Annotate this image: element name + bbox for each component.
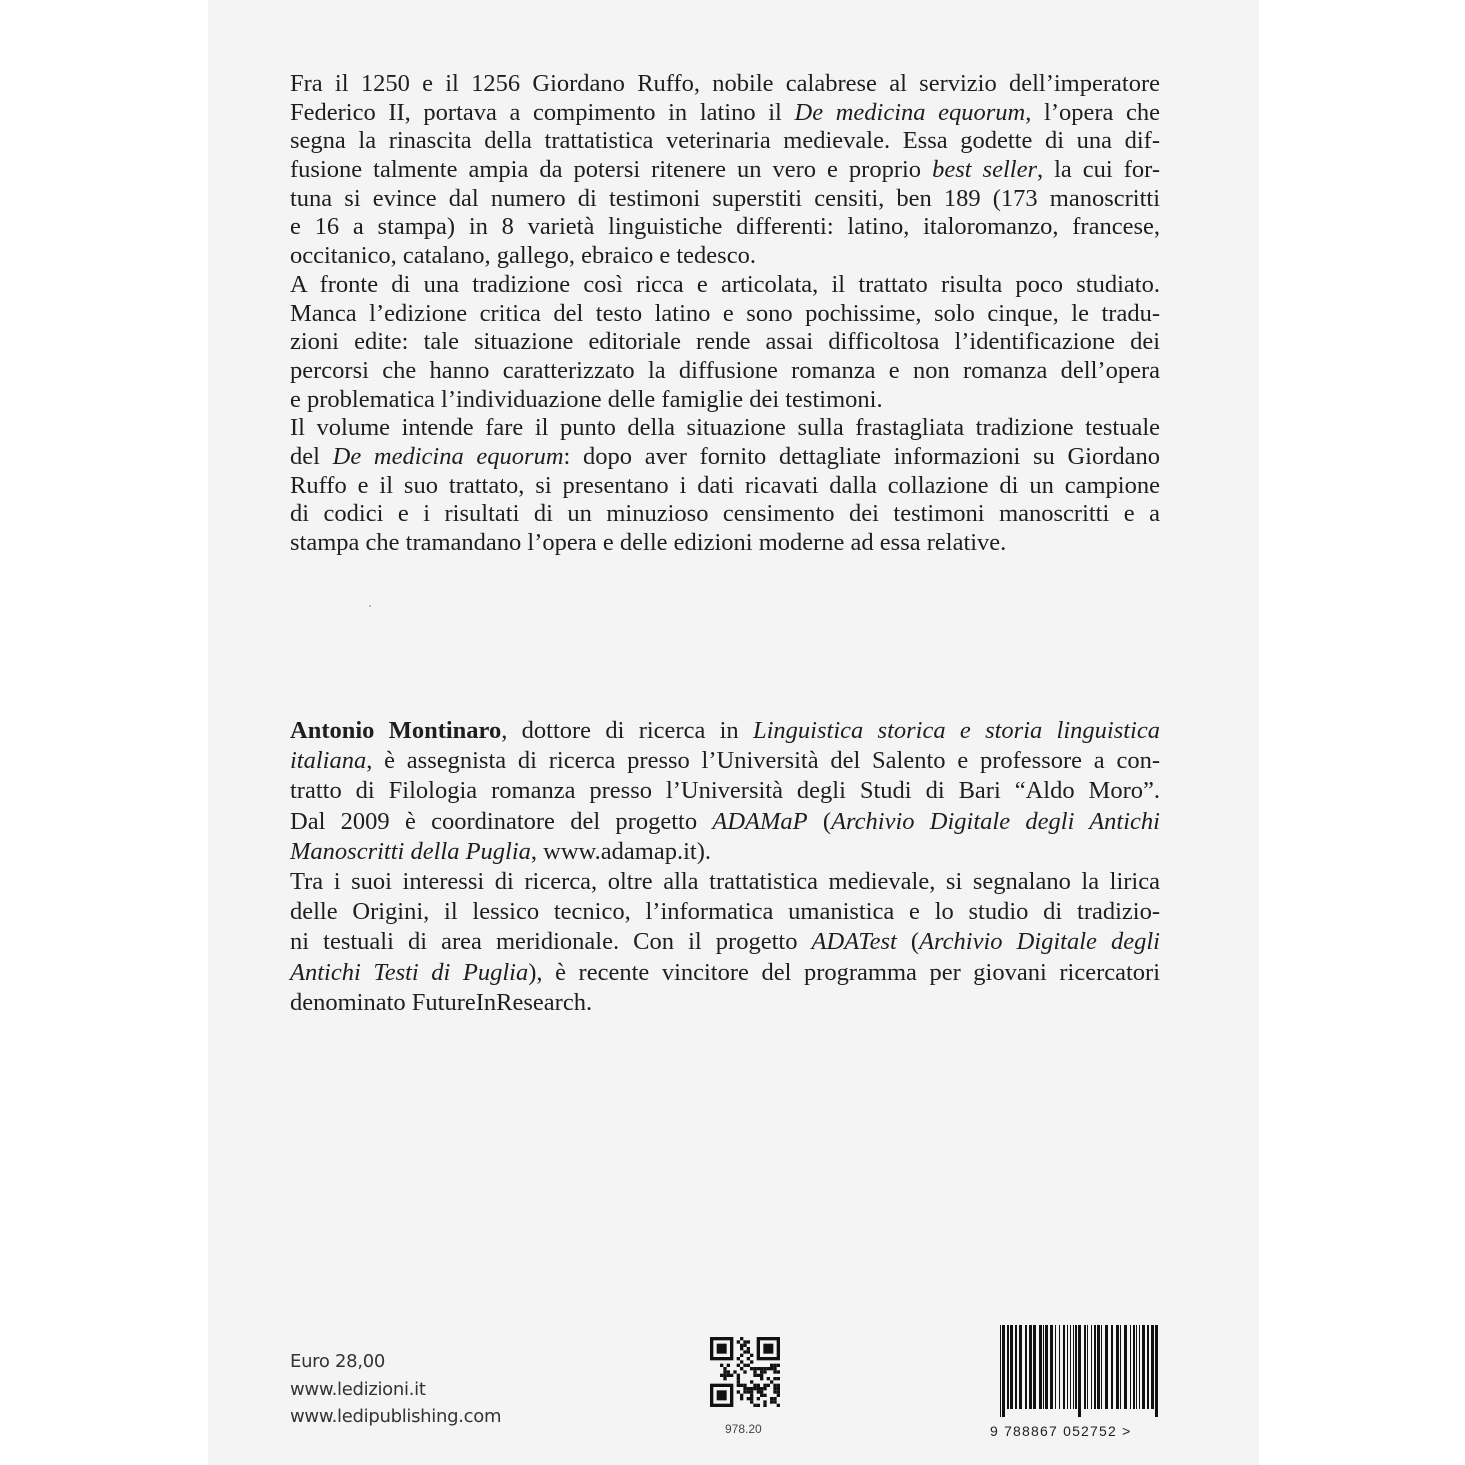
italic-text: italiana bbox=[290, 747, 367, 775]
qr-code-label: 978.20 bbox=[725, 1422, 762, 1436]
text: tratto di Filologia romanza presso l’Università degli Studi di Bari “Aldo Moro”. bbox=[290, 777, 1160, 805]
text-line bbox=[290, 746, 1160, 776]
text: denominato FutureInResearch. bbox=[290, 988, 593, 1016]
isbn-number: 9 788867 052752 > bbox=[990, 1423, 1132, 1439]
text-line bbox=[290, 472, 1160, 501]
text-line bbox=[290, 837, 1160, 867]
italic-text: De medicina equorum bbox=[794, 98, 1026, 126]
text-line bbox=[290, 807, 1160, 837]
text-line bbox=[290, 99, 1160, 128]
text: Manca l’edizione critica del testo latino e sono pochissime, solo cinque, le tradu- bbox=[290, 299, 1160, 327]
speck bbox=[369, 605, 371, 607]
italic-text: Antichi Testi di Puglia bbox=[290, 958, 529, 986]
text-line bbox=[290, 500, 1160, 529]
text: occitanico, catalano, gallego, ebraico e tedesco. bbox=[290, 242, 756, 270]
text-line bbox=[290, 529, 1160, 558]
italic-text: Archivio Digitale degli bbox=[919, 928, 1160, 956]
text: fusione talmente ampia da potersi ritenere un vero e proprio bbox=[290, 156, 933, 184]
text: , dottore di ricerca in bbox=[501, 717, 753, 744]
text-line bbox=[290, 988, 1160, 1018]
publisher-info bbox=[290, 1348, 501, 1431]
text-line bbox=[290, 357, 1160, 386]
text-line bbox=[290, 242, 1160, 271]
italic-text: ADATest bbox=[811, 928, 897, 956]
text-line bbox=[290, 927, 1160, 957]
text-line bbox=[290, 185, 1160, 214]
text-line bbox=[290, 300, 1160, 329]
text: Tra i suoi interessi di ricerca, oltre alla trattatistica medievale, si segnalano la lirica bbox=[290, 867, 1160, 895]
text: percorsi che hanno caratterizzato la diffusione romanza e non romanza dell’opera bbox=[290, 356, 1160, 384]
text: Fra il 1250 e il 1256 Giordano Ruffo, nobile calabrese al servizio dell’imperatore bbox=[290, 70, 1160, 97]
text-line bbox=[290, 156, 1160, 185]
text: stampa che tramandano l’opera e delle edizioni moderne ad essa relative. bbox=[290, 529, 1007, 556]
text: ( bbox=[896, 928, 920, 956]
text-line bbox=[290, 414, 1160, 443]
text: , è assegnista di ricerca presso l’Università del Salento e professore a con- bbox=[366, 747, 1160, 775]
text: e problematica l’individuazione delle famiglie dei testimoni. bbox=[290, 385, 883, 413]
text: , la cui for- bbox=[1036, 156, 1160, 184]
italic-text: Manoscritti della Puglia bbox=[290, 837, 531, 865]
text-line bbox=[290, 776, 1160, 806]
italic-text: best seller bbox=[932, 156, 1037, 184]
text: delle Origini, il lessico tecnico, l’informatica umanistica e lo studio di tradizio- bbox=[290, 898, 1160, 926]
text: : dopo aver fornito dettagliate informazioni su Giordano bbox=[563, 442, 1160, 470]
text: Federico II, portava a compimento in latino il bbox=[290, 98, 795, 126]
text-line bbox=[290, 897, 1160, 927]
author-bio bbox=[290, 716, 1160, 1018]
author-name: Antonio Montinaro bbox=[290, 717, 502, 744]
text: ni testuali di area meridionale. Con il progetto bbox=[290, 928, 812, 956]
text: Il volume intende fare il punto della situazione sulla frastagliata tradizione testuale bbox=[290, 414, 1160, 442]
website-link[interactable]: www.ledipublishing.com bbox=[290, 1406, 502, 1427]
italic-text: De medicina equorum bbox=[332, 442, 564, 470]
text-line bbox=[290, 127, 1160, 156]
text: zioni edite: tale situazione editoriale rende assai difficoltosa l’identificazione dei bbox=[290, 328, 1160, 356]
text: del bbox=[290, 442, 333, 470]
italic-text: ADAMaP bbox=[712, 807, 808, 835]
italic-text: Linguistica storica e storia linguistica bbox=[752, 717, 1160, 744]
text: Dal 2009 è coordinatore del progetto bbox=[290, 807, 713, 835]
price: Euro 28,00 bbox=[290, 1351, 386, 1372]
text: ( bbox=[807, 807, 832, 835]
text-line bbox=[290, 867, 1160, 897]
text-line bbox=[290, 386, 1160, 415]
text: Ruffo e il suo trattato, si presentano i dati ricavati dalla collazione di un campione bbox=[290, 471, 1160, 499]
text: di codici e i risultati di un minuzioso censimento dei testimoni manoscritti e a bbox=[290, 500, 1160, 528]
text: tuna si evince dal numero di testimoni superstiti censiti, ben 189 (173 manoscritti bbox=[290, 184, 1160, 212]
text-line bbox=[290, 958, 1160, 988]
text-line bbox=[290, 271, 1160, 300]
text-line bbox=[290, 70, 1160, 99]
barcode bbox=[1000, 1325, 1160, 1417]
text-line bbox=[290, 328, 1160, 357]
text: , www.adamap.it). bbox=[530, 837, 711, 865]
blurb-text bbox=[290, 70, 1160, 558]
text: , l’opera che bbox=[1025, 98, 1161, 126]
text-line bbox=[290, 716, 1160, 746]
text: ), è recente vincitore del programma per giovani ricercatori bbox=[528, 958, 1160, 986]
italic-text: Archivio Digitale degli Antichi bbox=[831, 807, 1160, 835]
text: e 16 a stampa) in 8 varietà linguistiche differenti: latino, italoromanzo, francese, bbox=[290, 213, 1160, 241]
text: A fronte di una tradizione così ricca e articolata, il trattato risulta poco studiato. bbox=[290, 270, 1160, 298]
text-line bbox=[290, 443, 1160, 472]
website-link[interactable]: www.ledizioni.it bbox=[290, 1378, 426, 1400]
qr-code bbox=[710, 1337, 780, 1407]
text: segna la rinascita della trattatistica veterinaria medievale. Essa godette di una dif- bbox=[290, 127, 1160, 155]
text-line bbox=[290, 213, 1160, 242]
